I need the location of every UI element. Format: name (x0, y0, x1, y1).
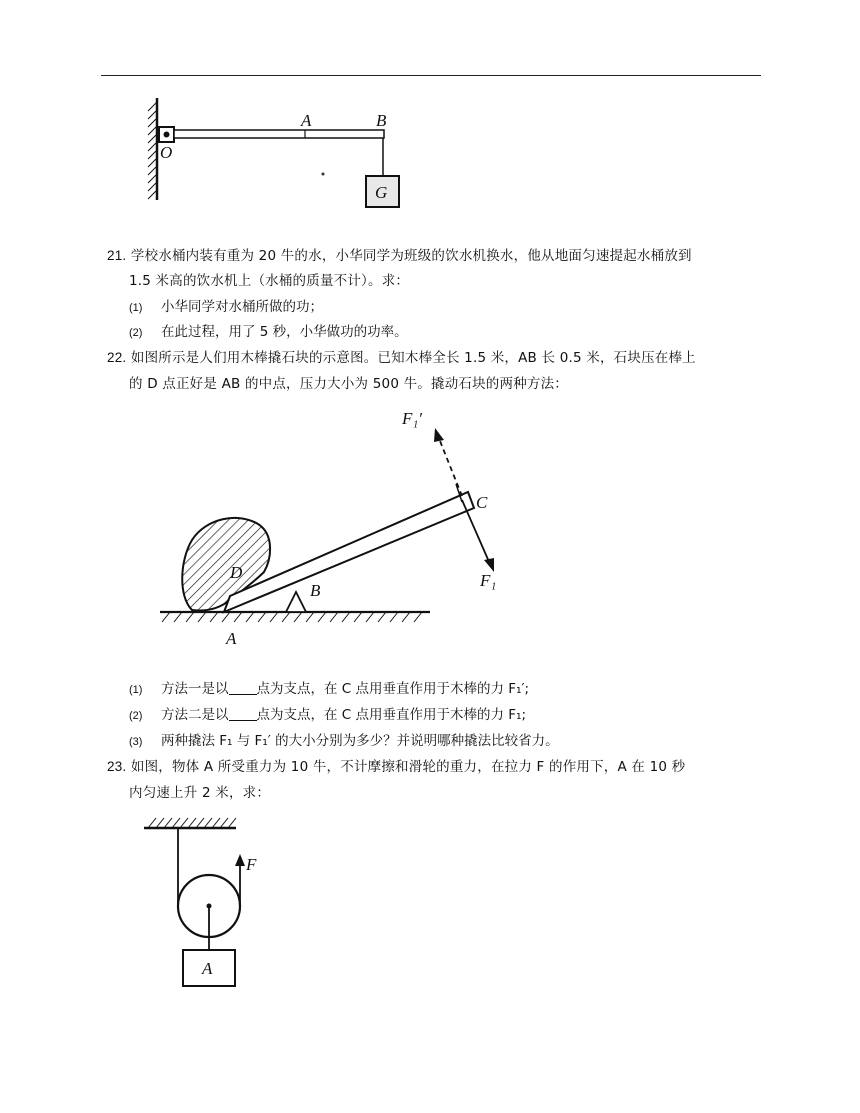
q21-line2: 1.5 米高的饮水机上（水桶的质量不计）。求： (129, 273, 410, 289)
label-B: B (310, 581, 321, 600)
pulley-figure (140, 812, 280, 1002)
label-F1-prime: F₁′ (402, 409, 423, 428)
q22-sub-3: (3) 两种撬法 F₁ 与 F₁′ 的大小分别为多少？并说明哪种撬法比较省力。 (129, 733, 559, 749)
q21-text-1: 学校水桶内装有重为 20 牛的水，小华同学为班级的饮水机换水，他从地面匀速提起水桶放到 (130, 248, 692, 264)
label-A: A (226, 629, 237, 648)
label-C: C (476, 493, 488, 512)
label-F: F (246, 855, 257, 874)
label-B: B (376, 111, 387, 130)
lever-figure (140, 92, 420, 222)
q21-number: 21. (107, 248, 127, 263)
label-D: D (230, 563, 243, 582)
answer-blank-2[interactable] (229, 706, 257, 721)
q21-line1 (107, 246, 692, 266)
header-rule (101, 75, 761, 76)
answer-blank-1[interactable] (229, 680, 257, 695)
q21-sub-2: (2) 在此过程，用了 5 秒，小华做功的功率。 (129, 324, 408, 340)
q23-line1 (107, 757, 685, 777)
label-A-block: A (202, 959, 213, 978)
q23-number: 23. (107, 759, 127, 774)
label-F1: F₁ (480, 571, 497, 590)
q22-text-1: 如图所示是人们用木棒撬石块的示意图。已知木棒全长 1.5 米，AB 长 0.5 米，石块压在棒上 (130, 350, 696, 366)
q22-line2: 的 D 点正好是 AB 的中点，压力大小为 500 牛。撬动石块的两种方法： (129, 376, 569, 392)
q22-sub-2: (2) 方法二是以 点为支点，在 C 点用垂直作用于木棒的力 F₁; (129, 707, 527, 723)
q22-number: 22. (107, 350, 127, 365)
q23-line2: 内匀速上升 2 米，求： (129, 785, 271, 801)
label-G: G (375, 183, 388, 202)
q21-sub-1: (1) 小华同学对水桶所做的功； (129, 299, 323, 315)
crowbar-figure (150, 400, 530, 650)
q22-line1 (107, 348, 696, 368)
q23-text-1: 如图，物体 A 所受重力为 10 牛，不计摩擦和滑轮的重力，在拉力 F 的作用下，A 在 10 秒 (130, 759, 686, 775)
q22-sub-1: (1) 方法一是以 点为支点，在 C 点用垂直作用于木棒的力 F₁′; (129, 681, 530, 697)
label-O: O (160, 143, 173, 162)
label-A: A (301, 111, 312, 130)
